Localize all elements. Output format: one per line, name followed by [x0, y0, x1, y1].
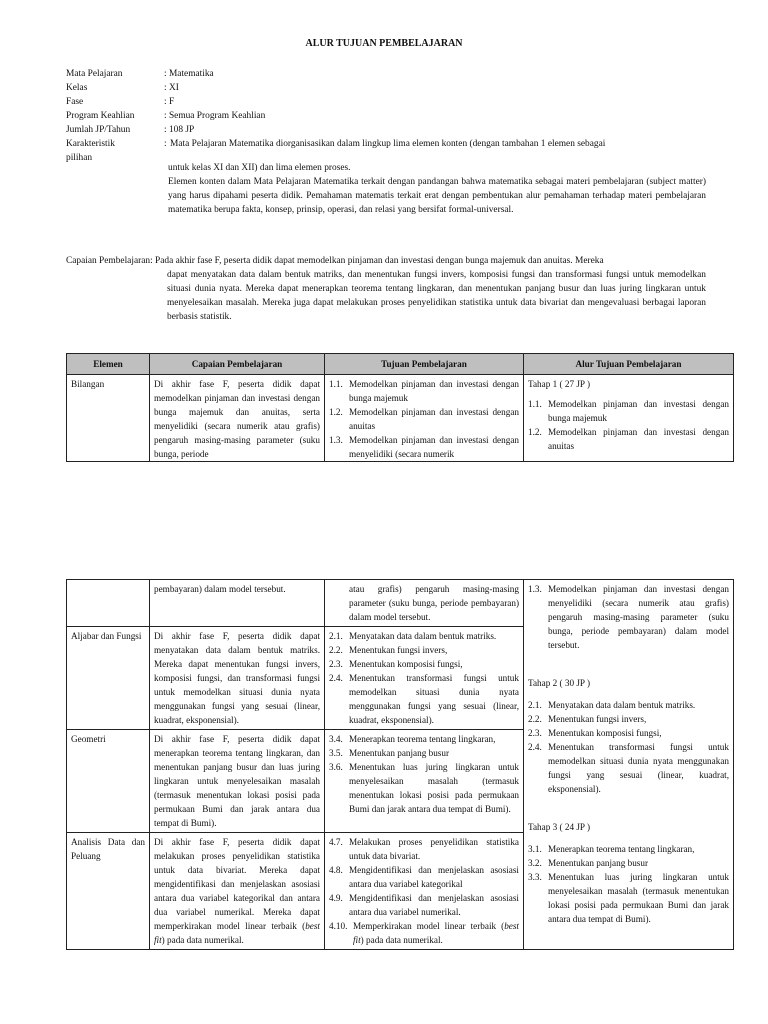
item-text-pre: Memperkirakan model linear terbaik (: [353, 921, 505, 931]
item-number: 2.1.: [528, 700, 542, 710]
item-number: 1.1.: [528, 399, 542, 409]
item-text: Memodelkan pinjaman dan investasi dengan bunga majemuk: [548, 399, 729, 423]
meta-label: Fase: [66, 97, 84, 107]
alur-cell: [524, 580, 734, 950]
tujuan-cell: [325, 833, 524, 950]
item-text: Menentukan komposisi fungsi,: [548, 728, 662, 738]
item-text: Menentukan fungsi invers,: [349, 645, 448, 655]
item-number: 4.9.: [329, 893, 343, 903]
list-item: [329, 835, 519, 863]
elemen-geometri: Geometri: [71, 734, 106, 744]
elemen-bilangan: Bilangan: [71, 379, 105, 389]
meta-row: [66, 109, 706, 123]
table-header-row: [67, 354, 734, 375]
item-text: Memodelkan pinjaman dan investasi dengan anuitas: [349, 407, 519, 431]
meta-row: [66, 81, 706, 95]
meta-label: Jumlah JP/Tahun: [66, 125, 131, 135]
list-item: [329, 891, 519, 919]
item-number: 3.5.: [329, 748, 343, 758]
item-text: Menentukan luas juring lingkaran untuk menyelesaikan masalah (termasuk menentukan lokasi posisi pada permukaan Bumi dan jarak antara dua tempat di Bumi).: [548, 872, 729, 924]
item-text: Memodelkan pinjaman dan investasi dengan anuitas: [548, 427, 729, 451]
page-title: ALUR TUJUAN PEMBELAJARAN: [305, 38, 463, 49]
header-capaian: Capaian Pembelajaran: [150, 354, 325, 375]
capaian-rest: dapat menyatakan data dalam bentuk matriks, dan menentukan fungsi invers, komposisi fungsi dan transformasi fungsi untuk memodelkan situasi dunia nyata. Mereka dapat menerapkan teorema tentang lingkaran, dan menentukan panjang busur dan luas juring lingkaran untuk menyelesaikan masalah. Mereka juga dapat melakukan proses penyelidikan statistika untuk data bivariat dan mengevaluasi berbagai laporan berbasis statistik.: [167, 270, 706, 322]
capaian-aljabar: Di akhir fase F, peserta didik dapat menyatakan data dalam bentuk matriks. Mereka dapat menentukan fungsi invers, komposisi fungsi, dan transformasi fungsi untuk memodelkan situasi dunia nyata menggunakan fungsi yang sesuai (linear, kuadrat, eksponensial).: [154, 631, 320, 725]
item-number: 2.2.: [329, 645, 343, 655]
list-item: [528, 698, 729, 712]
list-item: [329, 732, 519, 746]
meta-value: : Semua Program Keahlian: [164, 111, 266, 121]
atp-table-2: [66, 579, 734, 950]
meta-row: [66, 67, 706, 81]
item-number: 2.4.: [528, 742, 542, 752]
meta-value: : XI: [164, 83, 179, 93]
list-item: [528, 842, 729, 856]
list-item: [329, 657, 519, 671]
item-text: Menentukan transformasi fungsi untuk memodelkan situasi dunia nyata menggunakan fungsi yang sesuai (linear, kuadrat, eksponensial).: [548, 742, 729, 794]
list-item: [329, 377, 519, 405]
item-number: 1.1.: [329, 379, 343, 389]
item-number: 3.3.: [528, 872, 542, 882]
capaian-first: Pada akhir fase F, peserta didik dapat memodelkan pinjaman dan investasi dengan bunga majemuk dan anuitas. Mereka: [155, 256, 604, 266]
capaian-cont: pembayaran) dalam model tersebut.: [154, 584, 286, 594]
karakteristik-cont: [66, 161, 706, 217]
capaian-cell: [150, 375, 325, 462]
karakteristik-label-2: pilihan: [66, 153, 93, 163]
item-number: 3.4.: [329, 734, 343, 744]
item-text: Menentukan luas juring lingkaran untuk menyelesaikan masalah (termasuk menentukan lokasi posisi pada permukaan Bumi dan jarak antara dua tempat di Bumi).: [349, 762, 519, 814]
item-number: 1.2.: [329, 407, 343, 417]
item-number: 3.6.: [329, 762, 343, 772]
item-number: 1.3.: [528, 584, 542, 594]
tujuan-cell: [325, 627, 524, 730]
list-item: [528, 712, 729, 726]
tujuan-cell: [325, 375, 524, 462]
item-text: Menyatakan data dalam bentuk matriks.: [548, 700, 696, 710]
tujuan-cont: atau grafis) pengaruh masing-masing parameter (suku bunga, periode pembayaran) dalam model tersebut.: [349, 584, 519, 622]
item-text: [353, 919, 519, 947]
tahap-label: Tahap 3 ( 24 JP ): [528, 822, 591, 832]
atp-table-1: [66, 353, 734, 462]
item-number: 1.2.: [528, 427, 542, 437]
list-item: [329, 643, 519, 657]
capaian-cell: [150, 580, 325, 627]
capaian-geometri: Di akhir fase F, peserta didik dapat menerapkan teorema tentang lingkaran, dan menentukan panjang busur dan luas juring lingkaran untuk menyelesaikan masalah (termasuk menentukan lokasi posisi pada permukaan Bumi dan jarak antara dua tempat di Bumi).: [154, 734, 320, 828]
elemen-cell: [67, 375, 150, 462]
list-item: [528, 856, 729, 870]
meta-label: Program Keahlian: [66, 111, 135, 121]
list-item: [329, 433, 519, 459]
capaian-cell: [150, 833, 325, 950]
item-number: 2.3.: [329, 659, 343, 669]
list-item: [528, 582, 729, 652]
list-item: [528, 740, 729, 796]
elemen-cell: [67, 627, 150, 730]
table-row: [67, 375, 734, 462]
karakteristik-colon: :: [164, 139, 167, 149]
item-number: 2.2.: [528, 714, 542, 724]
capaian-label: Capaian Pembelajaran:: [66, 256, 153, 266]
tahap-label: Tahap 1 ( 27 JP ): [528, 379, 591, 389]
list-item: [528, 397, 729, 425]
karakteristik-label-1: Karakteristik: [66, 139, 115, 149]
capaian-cell: [150, 627, 325, 730]
item-number: 3.2.: [528, 858, 542, 868]
alur-cell: [524, 375, 734, 462]
table-row: [67, 580, 734, 627]
meta-row: [66, 95, 706, 109]
item-number: 2.3.: [528, 728, 542, 738]
list-item: [329, 863, 519, 891]
elemen-cell: [67, 833, 150, 950]
item-text: Memodelkan pinjaman dan investasi dengan menyelidiki (secara numerik atau grafis) pengaruh masing-masing parameter (suku bunga, periode pembayaran) dalam model tersebut.: [548, 584, 729, 650]
item-text: Menentukan panjang busur: [349, 748, 450, 758]
meta-label: Mata Pelajaran: [66, 69, 123, 79]
header-tujuan: Tujuan Pembelajaran: [325, 354, 524, 375]
capaian-analisis-pre: Di akhir fase F, peserta didik dapat melakukan proses penyelidikan statistika untuk data bivariat. Mereka dapat mengidentifikasi dan menjelaskan asosiasi antara dua variabel kategorikal dan antara dua variabel numerikal. Mereka dapat memperkirakan model linear terbaik (: [154, 837, 320, 931]
header-alur: Alur Tujuan Pembelajaran: [524, 354, 734, 375]
item-text: Menentukan fungsi invers,: [548, 714, 647, 724]
item-text-italic: best fit: [353, 921, 519, 945]
item-number: 4.8.: [329, 865, 343, 875]
item-text: Menerapkan teorema tentang lingkaran,: [548, 844, 695, 854]
capaian-cell: [150, 730, 325, 833]
list-item: [528, 726, 729, 740]
list-item: [329, 746, 519, 760]
item-number: 1.3.: [329, 435, 343, 445]
meta-value: : 108 JP: [164, 125, 195, 135]
header-elemen: Elemen: [67, 354, 150, 375]
item-text: Menyatakan data dalam bentuk matriks.: [349, 631, 497, 641]
item-text: Mengidentifikasi dan menjelaskan asosiasi antara dua variabel kategorikal: [349, 865, 519, 889]
capaian-block: [66, 254, 706, 324]
item-number: 4.7.: [329, 837, 343, 847]
list-item: [329, 919, 519, 947]
meta-value: : Matematika: [164, 69, 214, 79]
meta-label: Kelas: [66, 83, 88, 93]
list-item: [329, 671, 519, 727]
item-number: 2.1.: [329, 631, 343, 641]
elemen-cell: [67, 730, 150, 833]
elemen-analisis-data: Analisis Data dan Peluang: [71, 837, 145, 861]
meta-value: : F: [164, 97, 175, 107]
item-text-post: ) pada data numerikal.: [360, 935, 443, 945]
capaian-bilangan: Di akhir fase F, peserta didik dapat memodelkan pinjaman dan investasi dengan bunga majemuk dan anuitas, serta menyelidiki (secara numerik atau grafis) pengaruh masing-masing parameter (suku bunga, periode: [154, 379, 320, 459]
meta-block: [66, 67, 706, 217]
karakteristik-para1: untuk kelas XI dan XII) dan lima elemen proses.: [168, 163, 351, 173]
item-text: Menentukan panjang busur: [548, 858, 649, 868]
item-text: Mengidentifikasi dan menjelaskan asosiasi antara dua variabel numerikal.: [349, 893, 519, 917]
list-item: [329, 405, 519, 433]
list-item: [329, 629, 519, 643]
elemen-aljabar: Aljabar dan Fungsi: [71, 631, 142, 641]
elemen-cell: [67, 580, 150, 627]
item-text: Melakukan proses penyelidikan statistika untuk data bivariat.: [349, 837, 519, 861]
karakteristik-line1: Mata Pelajaran Matematika diorganisasikan dalam lingkup lima elemen konten (dengan tambahan 1 elemen sebagai: [170, 139, 606, 149]
capaian-analisis-italic: best fit: [154, 921, 320, 945]
meta-row: [66, 123, 706, 137]
tahap-label: Tahap 2 ( 30 JP ): [528, 678, 591, 688]
list-item: [329, 760, 519, 816]
item-number: 4.10.: [329, 921, 348, 931]
item-number: 2.4.: [329, 673, 343, 683]
karakteristik-para2: Elemen konten dalam Mata Pelajaran Matematika terkait dengan pandangan bahwa matematika sebagai materi pembelajaran (subject matter) yang harus dipahami peserta didik. Pemahaman matematis terkait erat dengan pembentukan alur pemahaman terhadap materi pembelajaran matematika berupa fakta, konsep, prinsip, operasi, dan relasi yang bersifat formal-universal.: [168, 177, 706, 215]
capaian-analisis-post: ) pada data numerikal.: [161, 935, 244, 945]
item-text: Memodelkan pinjaman dan investasi dengan bunga majemuk: [349, 379, 519, 403]
tujuan-cell: [325, 730, 524, 833]
list-item: [528, 425, 729, 453]
item-text: Menentukan transformasi fungsi untuk memodelkan situasi dunia nyata menggunakan fungsi yang sesuai (linear, kuadrat, eksponensial).: [349, 673, 519, 725]
item-number: 3.1.: [528, 844, 542, 854]
item-text: Memodelkan pinjaman dan investasi dengan menyelidiki (secara numerik: [349, 435, 519, 459]
item-text: Menentukan komposisi fungsi,: [349, 659, 463, 669]
list-item: [528, 870, 729, 926]
item-text: Menerapkan teorema tentang lingkaran,: [349, 734, 496, 744]
tujuan-cell: [325, 580, 524, 627]
